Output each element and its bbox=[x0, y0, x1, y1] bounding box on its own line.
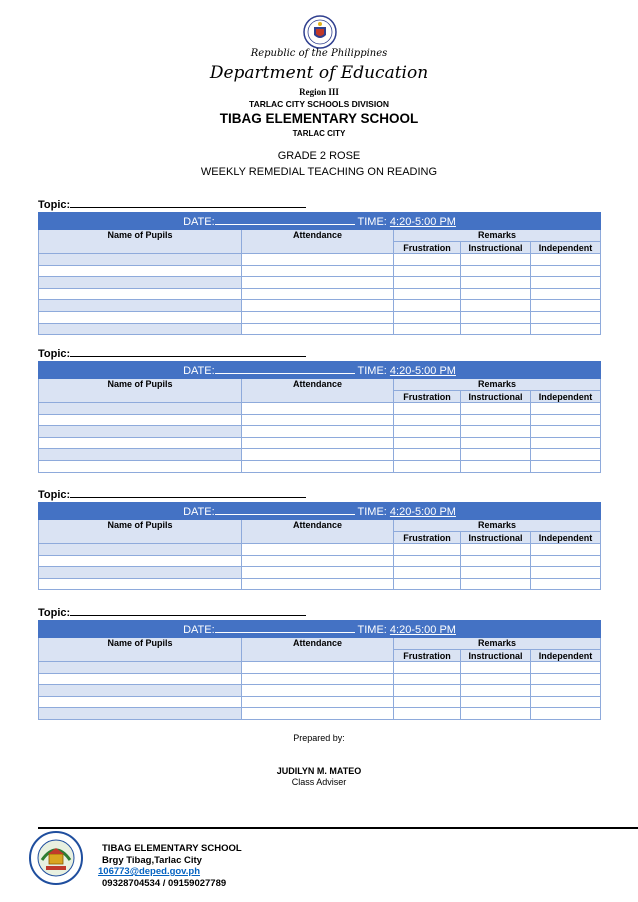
independent-column-header: Independent bbox=[531, 391, 601, 403]
pupil-name-cell[interactable] bbox=[39, 254, 242, 266]
frustration-cell[interactable] bbox=[394, 708, 461, 720]
pupil-name-cell[interactable] bbox=[39, 426, 242, 438]
pupil-name-cell[interactable] bbox=[39, 437, 242, 449]
instructional-cell[interactable] bbox=[461, 708, 531, 720]
instructional-column-header: Instructional bbox=[461, 242, 531, 254]
table-header-bar bbox=[39, 503, 601, 520]
instructional-cell[interactable] bbox=[461, 460, 531, 472]
frustration-cell[interactable] bbox=[394, 578, 461, 590]
remarks-column-header: Remarks bbox=[394, 379, 601, 391]
pupil-name-cell[interactable] bbox=[39, 685, 242, 697]
time-label: TIME: bbox=[357, 365, 387, 377]
attendance-cell[interactable] bbox=[242, 323, 394, 335]
pupil-name-cell[interactable] bbox=[39, 567, 242, 579]
independent-cell[interactable] bbox=[531, 414, 601, 426]
frustration-column-header: Frustration bbox=[394, 650, 461, 662]
independent-cell[interactable] bbox=[531, 460, 601, 472]
pupil-name-cell[interactable] bbox=[39, 449, 242, 461]
instructional-cell[interactable] bbox=[461, 288, 531, 300]
topic-line bbox=[38, 487, 306, 501]
independent-cell[interactable] bbox=[531, 578, 601, 590]
independent-column-header: Independent bbox=[531, 242, 601, 254]
attendance-column-header: Attendance bbox=[242, 638, 394, 662]
independent-cell[interactable] bbox=[531, 708, 601, 720]
table-row bbox=[39, 311, 601, 323]
frustration-cell[interactable] bbox=[394, 544, 461, 556]
table-row bbox=[39, 277, 601, 289]
independent-cell[interactable] bbox=[531, 696, 601, 708]
attendance-cell[interactable] bbox=[242, 254, 394, 266]
table-header-bar bbox=[39, 213, 601, 230]
footer-school: TIBAG ELEMENTARY SCHOOL bbox=[102, 843, 242, 854]
teacher-name: JUDILYN M. MATEO bbox=[276, 766, 362, 776]
city-text: TARLAC CITY bbox=[292, 129, 346, 138]
topic-blank[interactable] bbox=[70, 197, 306, 208]
pupil-name-cell[interactable] bbox=[39, 403, 242, 415]
frustration-cell[interactable] bbox=[394, 673, 461, 685]
pupil-name-cell[interactable] bbox=[39, 578, 242, 590]
pupil-name-cell[interactable] bbox=[39, 708, 242, 720]
attendance-cell[interactable] bbox=[242, 685, 394, 697]
date-label: DATE: bbox=[183, 216, 215, 228]
table-row bbox=[39, 323, 601, 335]
table-row bbox=[39, 254, 601, 266]
remedial-table bbox=[38, 361, 601, 473]
footer-address: Brgy Tibag,Tarlac City bbox=[102, 855, 202, 866]
remedial-table bbox=[38, 212, 601, 335]
time-value: 4:20-5:00 PM bbox=[389, 624, 456, 636]
frustration-column-header: Frustration bbox=[394, 391, 461, 403]
time-value: 4:20-5:00 PM bbox=[389, 365, 456, 377]
independent-cell[interactable] bbox=[531, 662, 601, 674]
pupil-name-cell[interactable] bbox=[39, 288, 242, 300]
pupil-name-cell[interactable] bbox=[39, 414, 242, 426]
frustration-cell[interactable] bbox=[394, 403, 461, 415]
table-header-bar bbox=[39, 362, 601, 379]
instructional-cell[interactable] bbox=[461, 696, 531, 708]
frustration-cell[interactable] bbox=[394, 288, 461, 300]
attendance-cell[interactable] bbox=[242, 265, 394, 277]
pupil-name-cell[interactable] bbox=[39, 265, 242, 277]
table-row bbox=[39, 544, 601, 556]
time-label: TIME: bbox=[357, 216, 387, 228]
name-column-header: Name of Pupils bbox=[39, 520, 242, 544]
table-row bbox=[39, 662, 601, 674]
table-row bbox=[39, 685, 601, 697]
frustration-cell[interactable] bbox=[394, 555, 461, 567]
remarks-column-header: Remarks bbox=[394, 638, 601, 650]
frustration-cell[interactable] bbox=[394, 567, 461, 579]
topic-line bbox=[38, 605, 306, 619]
instructional-column-header: Instructional bbox=[461, 391, 531, 403]
instructional-cell[interactable] bbox=[461, 662, 531, 674]
instructional-column-header: Instructional bbox=[461, 650, 531, 662]
table-row bbox=[39, 300, 601, 312]
table-row bbox=[39, 460, 601, 472]
frustration-cell[interactable] bbox=[394, 437, 461, 449]
attendance-cell[interactable] bbox=[242, 662, 394, 674]
table-header-bar bbox=[39, 621, 601, 638]
attendance-cell[interactable] bbox=[242, 414, 394, 426]
instructional-cell[interactable] bbox=[461, 437, 531, 449]
remedial-table bbox=[38, 620, 601, 720]
table-row bbox=[39, 288, 601, 300]
frustration-column-header: Frustration bbox=[394, 242, 461, 254]
attendance-cell[interactable] bbox=[242, 277, 394, 289]
pupil-name-cell[interactable] bbox=[39, 662, 242, 674]
table-row bbox=[39, 437, 601, 449]
frustration-cell[interactable] bbox=[394, 265, 461, 277]
column-header-row bbox=[39, 638, 601, 650]
independent-cell[interactable] bbox=[531, 449, 601, 461]
pupil-name-cell[interactable] bbox=[39, 460, 242, 472]
time-label: TIME: bbox=[357, 624, 387, 636]
table-row bbox=[39, 567, 601, 579]
independent-cell[interactable] bbox=[531, 323, 601, 335]
table-row bbox=[39, 696, 601, 708]
frustration-cell[interactable] bbox=[394, 685, 461, 697]
topic-line bbox=[38, 197, 306, 211]
independent-cell[interactable] bbox=[531, 277, 601, 289]
date-blank[interactable] bbox=[215, 363, 355, 374]
attendance-cell[interactable] bbox=[242, 696, 394, 708]
topic-label: Topic: bbox=[38, 489, 71, 501]
instructional-cell[interactable] bbox=[461, 403, 531, 415]
independent-cell[interactable] bbox=[531, 426, 601, 438]
attendance-cell[interactable] bbox=[242, 437, 394, 449]
independent-cell[interactable] bbox=[531, 265, 601, 277]
pupil-name-cell[interactable] bbox=[39, 696, 242, 708]
independent-cell[interactable] bbox=[531, 437, 601, 449]
region-text: Region III bbox=[299, 87, 339, 97]
remedial-table bbox=[38, 502, 601, 590]
instructional-cell[interactable] bbox=[461, 277, 531, 289]
frustration-cell[interactable] bbox=[394, 449, 461, 461]
independent-cell[interactable] bbox=[531, 673, 601, 685]
table-row bbox=[39, 426, 601, 438]
topic-blank[interactable] bbox=[70, 346, 306, 357]
topic-label: Topic: bbox=[38, 607, 71, 619]
attendance-cell[interactable] bbox=[242, 426, 394, 438]
pupil-name-cell[interactable] bbox=[39, 544, 242, 556]
table-row bbox=[39, 673, 601, 685]
attendance-cell[interactable] bbox=[242, 544, 394, 556]
instructional-cell[interactable] bbox=[461, 578, 531, 590]
deped-seal-icon bbox=[303, 15, 337, 49]
frustration-column-header: Frustration bbox=[394, 532, 461, 544]
column-header-row bbox=[39, 230, 601, 242]
independent-cell[interactable] bbox=[531, 685, 601, 697]
table-row bbox=[39, 265, 601, 277]
frustration-cell[interactable] bbox=[394, 300, 461, 312]
table-row bbox=[39, 708, 601, 720]
frustration-cell[interactable] bbox=[394, 277, 461, 289]
independent-cell[interactable] bbox=[531, 555, 601, 567]
time-value: 4:20-5:00 PM bbox=[389, 506, 456, 518]
instructional-cell[interactable] bbox=[461, 544, 531, 556]
footer-email-link[interactable]: 106773@deped.gov.ph bbox=[98, 866, 201, 877]
frustration-cell[interactable] bbox=[394, 460, 461, 472]
name-column-header: Name of Pupils bbox=[39, 638, 242, 662]
frustration-cell[interactable] bbox=[394, 414, 461, 426]
instructional-cell[interactable] bbox=[461, 567, 531, 579]
instructional-cell[interactable] bbox=[461, 673, 531, 685]
attendance-column-header: Attendance bbox=[242, 230, 394, 254]
department-title: Department of Education bbox=[209, 63, 429, 83]
remarks-column-header: Remarks bbox=[394, 230, 601, 242]
attendance-cell[interactable] bbox=[242, 673, 394, 685]
instructional-cell[interactable] bbox=[461, 254, 531, 266]
attendance-cell[interactable] bbox=[242, 578, 394, 590]
document-title: WEEKLY REMEDIAL TEACHING ON READING bbox=[200, 166, 438, 178]
division-text: TARLAC CITY SCHOOLS DIVISION bbox=[249, 99, 389, 109]
attendance-cell[interactable] bbox=[242, 555, 394, 567]
date-blank[interactable] bbox=[215, 504, 355, 515]
instructional-cell[interactable] bbox=[461, 414, 531, 426]
independent-column-header: Independent bbox=[531, 532, 601, 544]
attendance-cell[interactable] bbox=[242, 403, 394, 415]
instructional-cell[interactable] bbox=[461, 426, 531, 438]
frustration-cell[interactable] bbox=[394, 696, 461, 708]
school-logo-icon bbox=[28, 830, 84, 886]
table-row bbox=[39, 414, 601, 426]
pupil-name-cell[interactable] bbox=[39, 277, 242, 289]
prepared-by-label: Prepared by: bbox=[293, 733, 345, 743]
table-row bbox=[39, 578, 601, 590]
attendance-column-header: Attendance bbox=[242, 379, 394, 403]
column-header-row bbox=[39, 379, 601, 391]
topic-blank[interactable] bbox=[70, 487, 306, 498]
pupil-name-cell[interactable] bbox=[39, 311, 242, 323]
pupil-name-cell[interactable] bbox=[39, 555, 242, 567]
instructional-cell[interactable] bbox=[461, 685, 531, 697]
topic-label: Topic: bbox=[38, 199, 71, 211]
instructional-cell[interactable] bbox=[461, 323, 531, 335]
frustration-cell[interactable] bbox=[394, 323, 461, 335]
name-column-header: Name of Pupils bbox=[39, 230, 242, 254]
attendance-cell[interactable] bbox=[242, 449, 394, 461]
date-label: DATE: bbox=[183, 506, 215, 518]
frustration-cell[interactable] bbox=[394, 311, 461, 323]
pupil-name-cell[interactable] bbox=[39, 323, 242, 335]
attendance-cell[interactable] bbox=[242, 288, 394, 300]
independent-cell[interactable] bbox=[531, 567, 601, 579]
independent-cell[interactable] bbox=[531, 403, 601, 415]
instructional-cell[interactable] bbox=[461, 300, 531, 312]
teacher-role: Class Adviser bbox=[291, 777, 347, 787]
attendance-cell[interactable] bbox=[242, 708, 394, 720]
table-row bbox=[39, 449, 601, 461]
column-header-row bbox=[39, 520, 601, 532]
independent-cell[interactable] bbox=[531, 300, 601, 312]
frustration-cell[interactable] bbox=[394, 254, 461, 266]
independent-cell[interactable] bbox=[531, 254, 601, 266]
table-row bbox=[39, 403, 601, 415]
instructional-cell[interactable] bbox=[461, 311, 531, 323]
footer-divider bbox=[38, 827, 638, 829]
frustration-cell[interactable] bbox=[394, 662, 461, 674]
school-name: TIBAG ELEMENTARY SCHOOL bbox=[219, 111, 419, 126]
attendance-cell[interactable] bbox=[242, 300, 394, 312]
topic-line bbox=[38, 346, 306, 360]
date-label: DATE: bbox=[183, 624, 215, 636]
independent-column-header: Independent bbox=[531, 650, 601, 662]
topic-blank[interactable] bbox=[70, 605, 306, 616]
attendance-cell[interactable] bbox=[242, 567, 394, 579]
independent-cell[interactable] bbox=[531, 311, 601, 323]
republic-text: Republic of the Philippines bbox=[250, 48, 388, 59]
name-column-header: Name of Pupils bbox=[39, 379, 242, 403]
pupil-name-cell[interactable] bbox=[39, 300, 242, 312]
footer-phones: 09328704534 / 09159027789 bbox=[102, 878, 227, 889]
date-blank[interactable] bbox=[215, 214, 355, 225]
topic-label: Topic: bbox=[38, 348, 71, 360]
date-blank[interactable] bbox=[215, 622, 355, 633]
frustration-cell[interactable] bbox=[394, 426, 461, 438]
independent-cell[interactable] bbox=[531, 544, 601, 556]
attendance-column-header: Attendance bbox=[242, 520, 394, 544]
table-row bbox=[39, 555, 601, 567]
date-label: DATE: bbox=[183, 365, 215, 377]
pupil-name-cell[interactable] bbox=[39, 673, 242, 685]
instructional-cell[interactable] bbox=[461, 265, 531, 277]
remarks-column-header: Remarks bbox=[394, 520, 601, 532]
grade-text: GRADE 2 ROSE bbox=[277, 150, 361, 162]
attendance-cell[interactable] bbox=[242, 311, 394, 323]
attendance-cell[interactable] bbox=[242, 460, 394, 472]
independent-cell[interactable] bbox=[531, 288, 601, 300]
instructional-column-header: Instructional bbox=[461, 532, 531, 544]
time-label: TIME: bbox=[357, 506, 387, 518]
time-value: 4:20-5:00 PM bbox=[389, 216, 456, 228]
instructional-cell[interactable] bbox=[461, 555, 531, 567]
instructional-cell[interactable] bbox=[461, 449, 531, 461]
